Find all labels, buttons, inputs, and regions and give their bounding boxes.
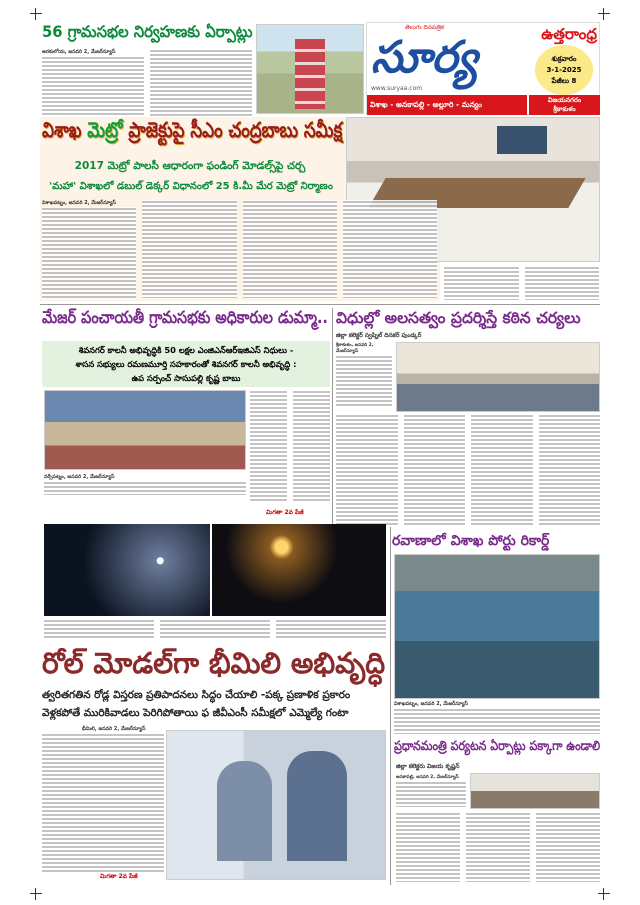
metro-body — [42, 200, 437, 299]
pm-visit-headline: ప్రధానమంత్రి పర్యటన ఏర్పాట్లు పక్కాగా ఉండాలి — [394, 739, 601, 754]
fireworks-photo-2 — [212, 524, 386, 616]
collector-headline: విధుల్లో అలసత్వం ప్రదర్శిస్తే కఠిన చర్యలు — [336, 309, 581, 327]
panchayat-caption — [44, 474, 246, 495]
box-line: ఉప సర్పంచ్ సాసుపల్లి కృష్ణ బాబు — [131, 373, 241, 383]
body-text — [42, 733, 164, 873]
fireworks-photo-1 — [44, 524, 210, 616]
dateline: నర్సీపట్నం, జనవరి 2, మేజర్‌న్యూస్ — [44, 474, 115, 480]
body-text — [243, 200, 337, 298]
body-text — [444, 266, 519, 300]
body-text — [466, 812, 530, 882]
crop-mark — [30, 888, 42, 900]
districts-strip-2 — [529, 95, 600, 115]
pm-body-left — [396, 775, 466, 807]
port-headline-box — [392, 531, 600, 551]
body-text — [293, 390, 330, 502]
continued-link[interactable]: మిగతా 2వ పేజీ — [266, 509, 304, 516]
port-headline: రవాణాలో విశాఖ పోర్టు రికార్డ్ — [392, 533, 550, 549]
fireworks-captions — [44, 619, 386, 639]
tower-photo — [256, 24, 364, 114]
headline-box — [42, 22, 252, 45]
districts-strip — [367, 95, 527, 115]
headline: 56 గ్రామసభల నిర్వహణకు ఏర్పాట్లు — [42, 22, 253, 41]
collector-body-left — [336, 343, 392, 407]
crop-mark — [598, 888, 610, 900]
collector-meeting-photo — [396, 342, 600, 412]
article-gramasabha — [42, 22, 252, 117]
dateline: అనకాపల్లి, జనవరి 2, మేజర్‌న్యూస్ — [396, 775, 459, 780]
port-body — [394, 701, 600, 734]
dateline: అరకులోయ, జనవరి 2, మేజర్‌న్యూస్ — [42, 49, 116, 55]
dateline: శ్రీకాకుళం, జనవరి 2, మేజర్‌న్యూస్ — [336, 343, 374, 354]
review-meeting-photo — [166, 730, 386, 880]
byline-box — [336, 331, 600, 340]
pm-visit-headline-box — [394, 737, 600, 757]
district: విజయనగరం — [547, 96, 582, 104]
headline-part: విశాఖ — [42, 118, 88, 142]
bheemili-headline: రోల్ మోడల్‌గా భీమిలి అభివృద్ధి — [42, 646, 386, 680]
dateline: భీమిలి, జనవరి 2, మేజర్‌న్యూస్ — [82, 726, 146, 732]
panchayat-headline-box — [42, 308, 328, 332]
caption-text — [44, 619, 154, 639]
divider — [390, 527, 391, 885]
port-photo — [394, 554, 600, 699]
date: 3-1-2025 — [546, 66, 582, 74]
headline-part: మెట్రో — [87, 118, 123, 142]
body-text — [150, 49, 252, 117]
dateline: విశాఖపట్నం, జనవరి 2, మేజర్‌న్యూస్ — [394, 701, 468, 707]
byline-box — [396, 762, 600, 771]
body-text — [396, 812, 460, 882]
edition-box — [505, 24, 597, 44]
body-text — [394, 708, 600, 734]
box-line: శాసన సభ్యులు రమణమూర్తి సహకారంతో శివనగర్ కాలనీ అభివృద్ధి : — [75, 359, 297, 369]
bheemili-body — [42, 726, 164, 873]
bheemili-subhead-2-box — [42, 705, 385, 721]
tagline: తెలుగు దినపత్రిక — [405, 24, 445, 31]
page-count: పేజీలు 8 — [551, 77, 577, 85]
box-line: శివనగర్ కాలనీ అభివృద్ధికి 50 లక్షల ఎంజిఎన్ఆర్ఇజిఎస్ నిధులు - — [78, 345, 294, 355]
pm-body — [396, 812, 600, 882]
byline: జిల్లా కలెక్టరు విజయ కృష్ణన్ — [396, 763, 460, 770]
body-text — [471, 414, 533, 526]
body-text — [44, 481, 246, 495]
day: శుక్రవారం — [551, 55, 577, 63]
crop-mark — [598, 8, 610, 20]
bheemili-headline-box — [42, 642, 385, 684]
metro-subhead-1: 2017 మెట్రో పాలసీ ఆధారంగా ఫండింగ్ మోడల్స్‌పై చర్చ — [74, 160, 306, 172]
body-text — [536, 812, 600, 882]
panchayat-headline: మేజర్ పంచాయతీ గ్రామసభకు అధికారుల డుమ్మా.. — [42, 308, 328, 328]
body-text — [336, 414, 398, 526]
metro-headline — [42, 118, 342, 148]
collector-body — [336, 414, 600, 526]
bheemili-subhead-1: త్వరితగతిన రోడ్ల విస్తరణ ప్రతిపాదనలు సిద్ధం చేయాలి -పక్క ప్రణాళిక ప్రకారం — [42, 689, 351, 701]
body-text — [336, 355, 392, 407]
edition-label: ఉత్తరాంధ్ర — [541, 25, 597, 43]
caption-text — [160, 619, 270, 639]
panchayat-highlight-box — [42, 341, 330, 387]
metro-subhead-1-box — [40, 160, 340, 175]
byline: జిల్లా కలెక్టర్ స్వప్నిల్ దినకర్ పుండ్కర్ — [336, 332, 422, 339]
logo: సూర్య — [371, 32, 478, 83]
person — [287, 751, 347, 861]
collector-headline-box — [336, 309, 600, 331]
body-text — [343, 200, 437, 298]
tower-shape — [295, 39, 325, 109]
continued-box — [266, 508, 330, 517]
bheemili-subhead-2: వెళ్లకపోతే మురికివాడలు పెరిగిపోతాయి ఫ జీవీఎంసీ సమీక్షలో ఎమ్మెల్యే గంటా — [42, 707, 349, 719]
screen — [497, 126, 547, 154]
body-text — [396, 781, 466, 807]
body-text — [142, 200, 236, 298]
body-text — [404, 414, 466, 526]
crop-mark — [30, 8, 42, 20]
metro-body-right — [444, 266, 599, 300]
districts-text: విశాఖ - అనకాపల్లి - అల్లూరి - మన్యం — [370, 100, 482, 109]
body-text — [525, 266, 600, 300]
panchayat-body — [250, 390, 330, 502]
masthead — [366, 22, 600, 115]
pm-meeting-photo — [470, 773, 600, 809]
body-text — [539, 414, 601, 526]
gramasabha-photo — [44, 390, 246, 470]
person — [217, 761, 272, 861]
metro-subhead-2: 'మహా' విశాఖలో డబుల్ డెక్కర్ విధానంలో 25 కి.మీ మేర మెట్రో నిర్మాణం — [49, 181, 333, 192]
headline-part: ప్రాజెక్టుపై సీఎం చంద్రబాబు సమీక్ష — [122, 118, 343, 142]
metro-subhead-2-box — [40, 180, 342, 194]
bheemili-subhead-1-box — [42, 687, 385, 703]
divider — [332, 308, 333, 528]
logo-box — [371, 34, 499, 82]
caption-text — [276, 619, 386, 639]
metro-headline-box — [42, 118, 342, 148]
website: www.suryaa.com — [371, 85, 423, 92]
body-text — [42, 56, 144, 116]
divider — [40, 304, 600, 305]
body-text — [42, 207, 136, 299]
district: శ్రీకాకుళం — [553, 105, 576, 113]
continued-link[interactable]: మిగతా 2వ పేజీ — [100, 873, 138, 880]
date-badge — [535, 45, 593, 95]
body-text — [250, 390, 287, 502]
dateline: విశాఖపట్నం, జనవరి 2, మేజర్‌న్యూస్ — [42, 200, 116, 206]
continued-box — [100, 872, 162, 881]
